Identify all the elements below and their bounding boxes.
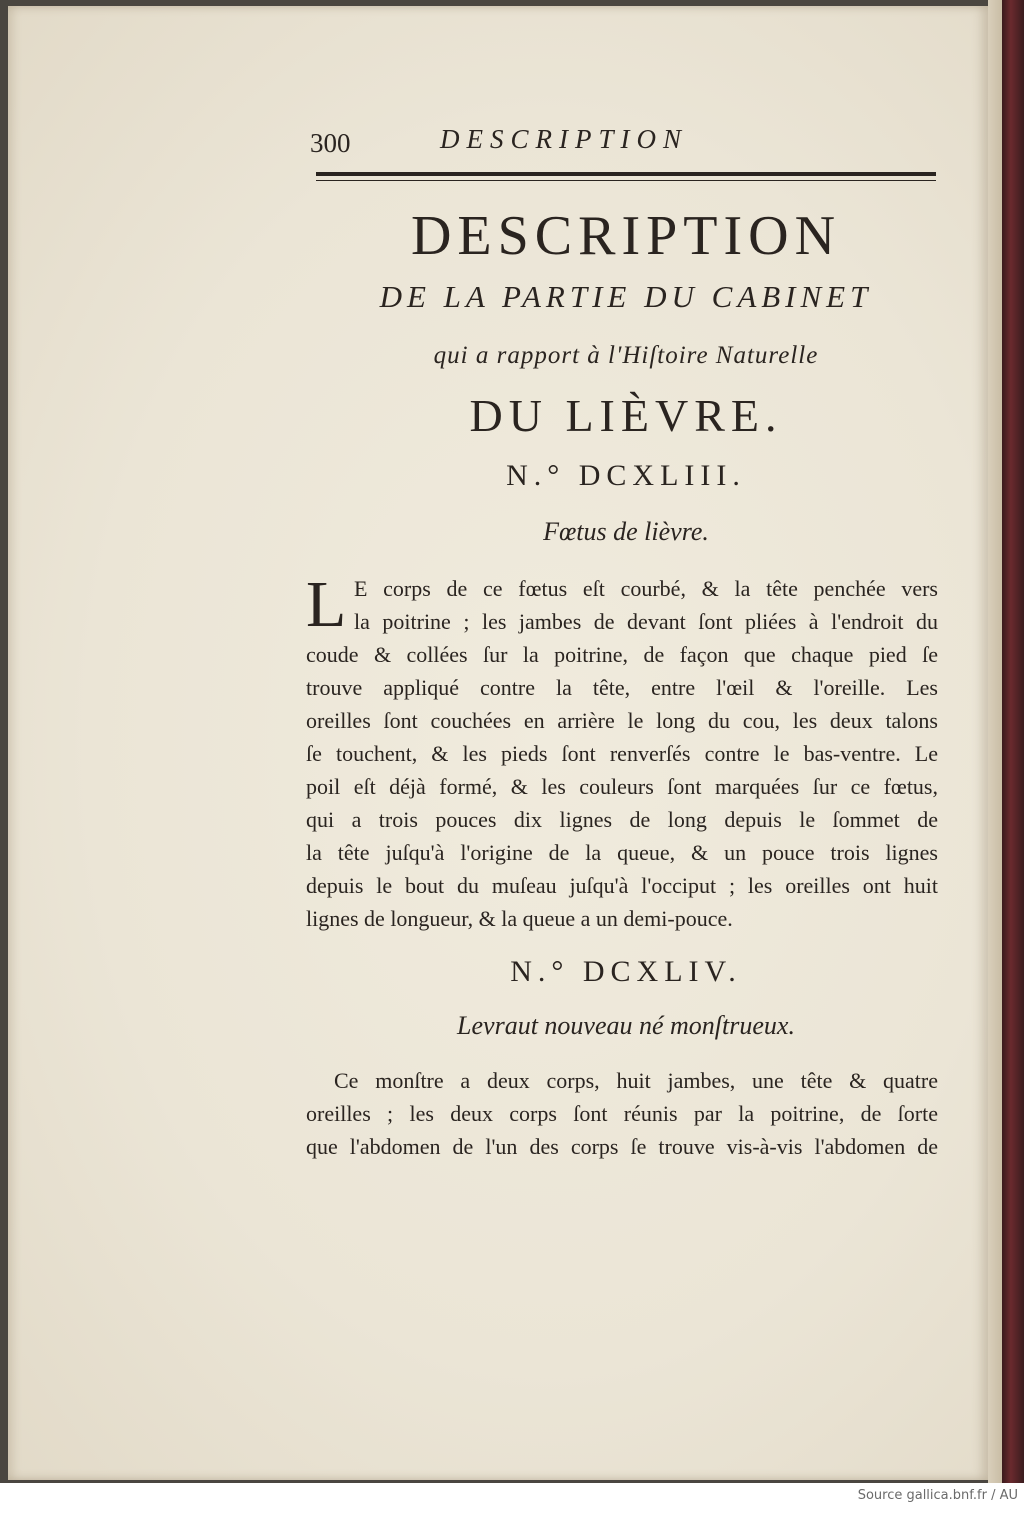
entry-paragraph — [306, 568, 938, 935]
book-cover — [1002, 0, 1024, 1483]
page-edges — [988, 0, 1002, 1483]
header-rule-thick — [316, 172, 936, 176]
entry-paragraph — [306, 1064, 938, 1163]
text-line: poil eſt déjà formé, & les couleurs ſont marquées ſur ce fœtus, — [306, 774, 938, 799]
entry-title: Fœtus de lièvre. — [543, 517, 709, 546]
text-line: ſe touchent, & les pieds ſont renverſés contre le bas-ventre. Le — [306, 741, 938, 766]
text-line: coude & collées ſur la poitrine, de façon que chaque pied ſe — [306, 642, 938, 667]
header-rule-thin — [316, 180, 936, 181]
text-line: trouve appliqué contre la tête, entre l'œil & l'oreille. Les — [306, 675, 938, 700]
text-line: oreilles ſont couchées en arrière le long du cou, les deux talons — [306, 708, 938, 733]
text-line: lignes de longueur, & la queue a un demi-pouce. — [306, 906, 733, 931]
page-number: 300 — [310, 128, 351, 158]
running-header — [310, 122, 936, 166]
subtitle-italic: qui a rapport à l'Hiſtoire Naturelle — [433, 342, 819, 369]
text-line: E corps de ce fœtus eſt courbé, & la tête penchée vers — [354, 576, 938, 601]
text-line: la tête juſqu'à l'origine de la queue, & un pouce trois lignes — [306, 840, 938, 865]
subtitle: DE LA PARTIE DU CABINET — [379, 279, 873, 314]
main-title: DESCRIPTION — [410, 205, 842, 267]
text-line: depuis le bout du muſeau juſqu'à l'occiput ; les oreilles ont huit — [306, 873, 938, 898]
text-line: oreilles ; les deux corps ſont réunis par la poitrine, de ſorte — [306, 1101, 938, 1126]
source-credit: Source gallica.bnf.fr / AU — [857, 1488, 1018, 1503]
text-line: Ce monſtre a deux corps, huit jambes, une tête & quatre — [334, 1068, 938, 1093]
drop-cap: L — [306, 568, 347, 641]
text-line: qui a trois pouces dix lignes de long depuis le ſommet de — [306, 807, 938, 832]
text-line: que l'abdomen de l'un des corps ſe trouve vis-à-vis l'abdomen de — [306, 1134, 938, 1159]
running-title: DESCRIPTION — [440, 124, 688, 154]
entry-number: N.° DCXLIII. — [506, 459, 746, 492]
entry-number: N.° DCXLIV. — [510, 955, 742, 988]
animal-title: DU LIÈVRE. — [469, 390, 783, 441]
entry-title: Levraut nouveau né monſtrueux. — [457, 1011, 795, 1040]
text-line: la poitrine ; les jambes de devant ſont pliées à l'endroit du — [354, 609, 938, 634]
